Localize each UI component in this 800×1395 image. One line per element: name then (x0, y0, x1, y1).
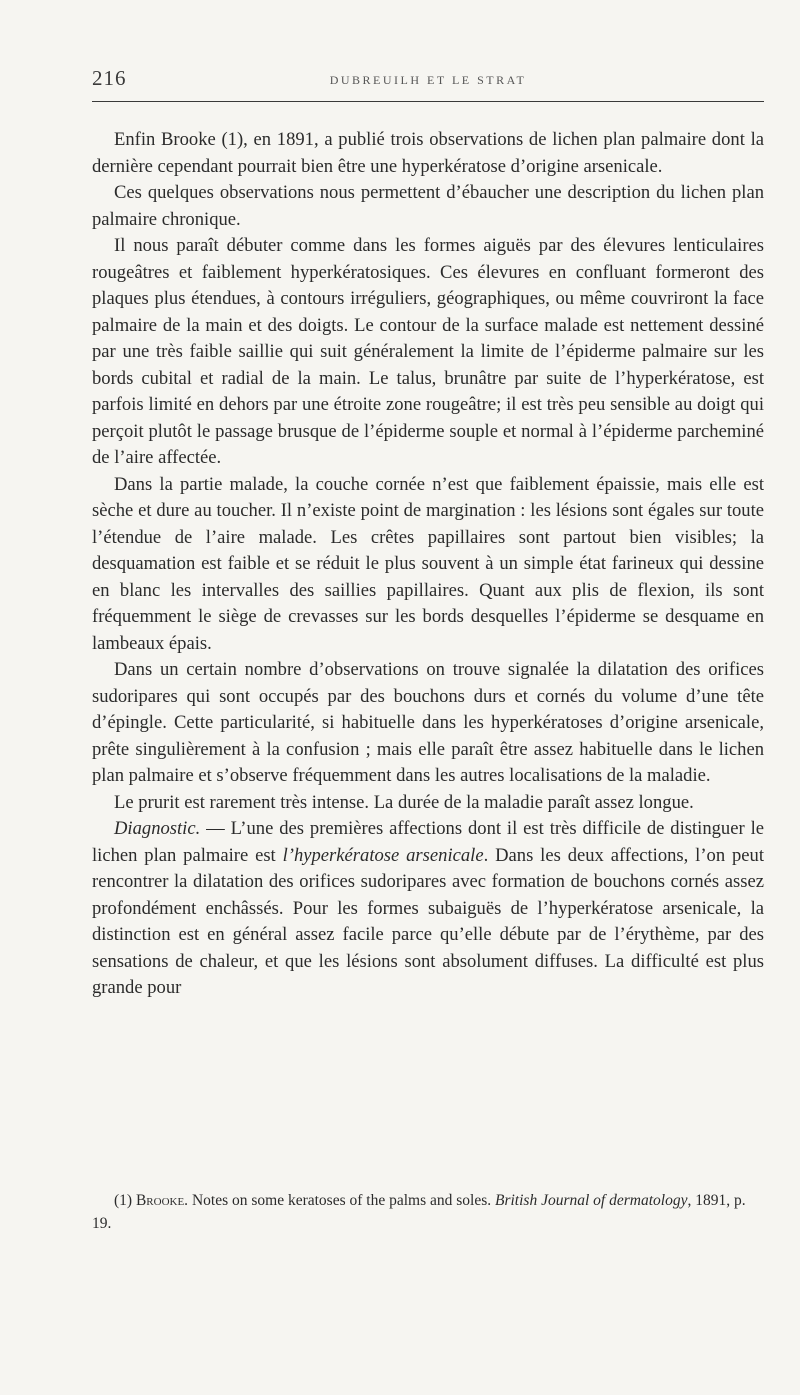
header-rule (92, 101, 764, 102)
paragraph-pruritus: Le prurit est rarement très intense. La durée de la maladie paraît assez longue. (114, 791, 694, 813)
paragraph-onset: Il nous paraît débuter comme dans les formes aiguës par des élevures lenticulaires rougeâtres et faiblement hyperkératosiques. Ces élevures en confluant formeront des plaques plus étendues, à contours irréguliers, géographiques, ou même couvriront la face palmaire de la main et des doigts. Le contour de la surface malade est nettement dessiné par une très faible saillie qui suit généralement la limite de l’épiderme palmaire sur les bords cubital et radial de la main. Le talus, brunâtre par suite de l’hyperkératose, est parfois limité en dehors par une étroite zone rougeâtre; il est très peu sensible au doigt qui perçoit plutôt le passage brusque de l’épiderme souple et normal à l’épiderme parcheminé de l’aire affectée. (92, 235, 764, 468)
footnote-text: Notes on some keratoses of the palms and soles. (188, 1192, 495, 1209)
running-head (92, 66, 764, 96)
paragraph-sweat-pores: Dans un certain nombre d’observations on trouve signalée la dilatation des orifices sudoripares qui sont occupés par des bouchons durs et cornés du volume d’une tête d’épingle. Cette particularité, si habituelle dans les hyperkératoses d’origine arsenicale, prête singulièrement à la confusion ; mais elle paraît être assez habituelle dans le lichen plan palmaire et s’observe fréquemment dans les autres localisations de la maladie. (92, 659, 764, 786)
diagnostic-italic-term: l’hyperkératose arsenicale (282, 844, 484, 866)
running-title: DUBREUILH ET LE STRAT (329, 73, 527, 87)
diagnostic-heading: Diagnostic. (114, 818, 201, 839)
footnote-citation: , 1891, p. 19. (92, 1192, 746, 1232)
footnote (92, 1189, 764, 1235)
paragraph-description-intro: Ces quelques observations nous permettent d’ébaucher une description du lichen plan palmaire chronique. (92, 182, 764, 230)
paragraph-brooke: Enfin Brooke (1), en 1891, a publié trois observations de lichen plan palmaire dont la dernière cependant pourrait bien être une hyperkératose d’origine arsenicale. (92, 129, 764, 177)
footnote-marker: (1) (114, 1192, 133, 1209)
page-number: 216 (92, 66, 127, 90)
paragraph-diseased-area: Dans la partie malade, la couche cornée n’est que faiblement épaissie, mais elle est sèche et dure au toucher. Il n’existe point de margination : les lésions sont égales sur toute l’étendue de l’aire malade. Les crêtes papillaires sont partout bien visibles; la desquamation est faible et se réduit le plus souvent à un simple état farineux qui dessine en blanc les intervalles des saillies papillaires. Quant aux plis de flexion, ils sont fréquemment le siège de crevasses sur les bords desquelles l’épiderme se desquame en lambeaux épais. (92, 473, 764, 654)
footnote-author: Brooke. (135, 1192, 189, 1209)
footnote-journal: British Journal of dermatology (495, 1192, 688, 1209)
paragraph-diagnostic (92, 816, 764, 1002)
diagnostic-text-before: — L’une des premières affections dont il est très difficile de distinguer le lichen plan palmaire est (92, 818, 764, 866)
diagnostic-text-after: . Dans les deux affections, l’on peut rencontrer la dilatation des orifices sudoripares avec formation de bouchons cornés assez profondément enchâssés. Pour les formes subaiguës de l’hyperkératose arsenicale, la distinction est en général assez facile parce qu’elle débute par de l’érythème, par des sensations de chaleur, et que les lésions sont absolument diffuses. La difficulté est plus grande pour (92, 844, 764, 998)
body-text (92, 127, 764, 1002)
